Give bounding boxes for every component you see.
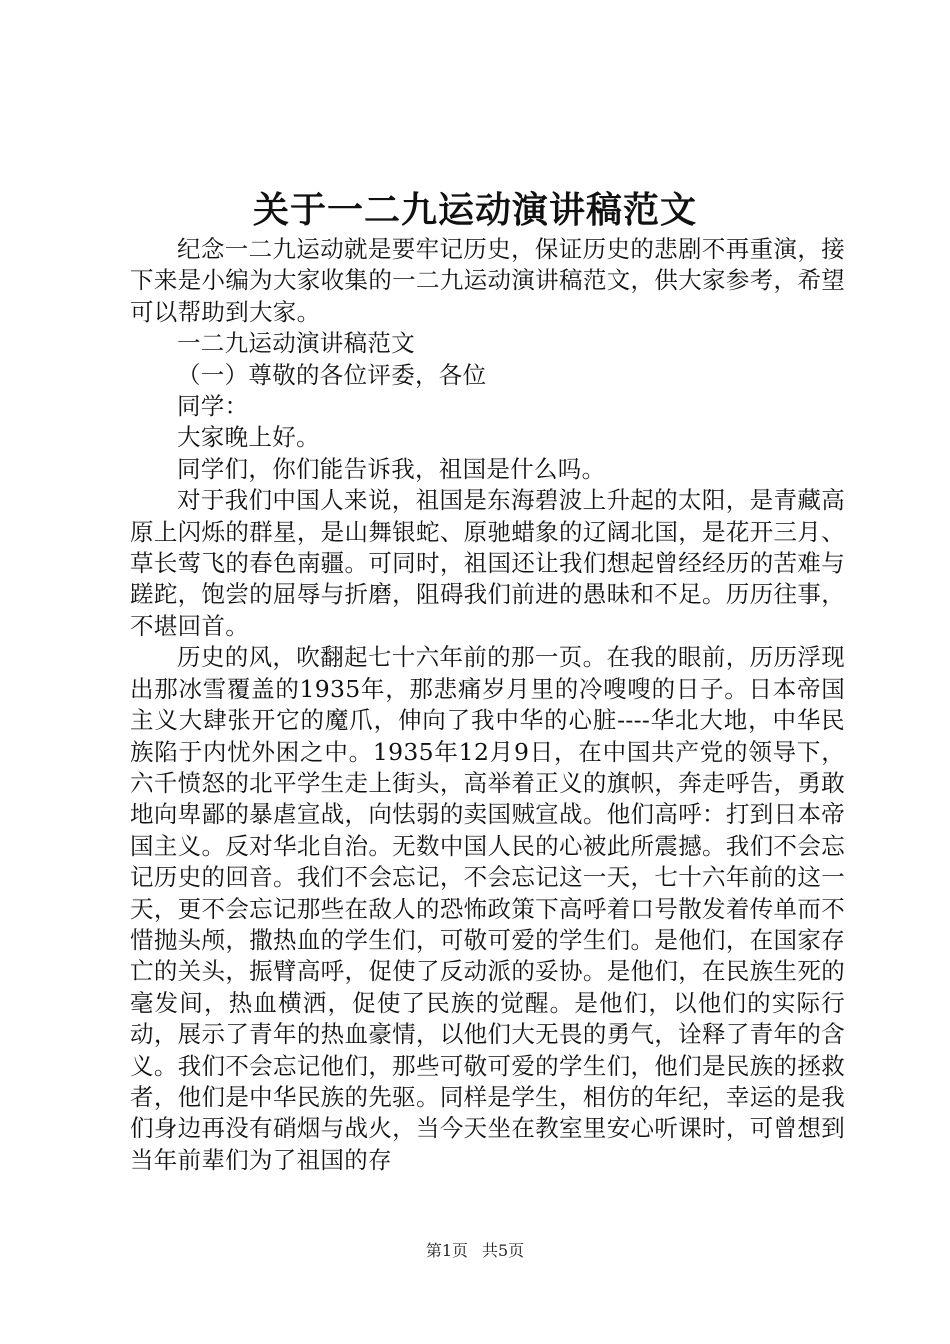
greeting-line: 大家晚上好。 bbox=[177, 423, 320, 452]
document-body bbox=[130, 234, 845, 1176]
page-number: 第1页 bbox=[425, 1241, 468, 1260]
question-line: 同学们，你们能告诉我，祖国是什么吗。 bbox=[177, 454, 606, 483]
body-paragraph: 历史的风，吹翻起七十六年前的那一页。在我的眼前，历历浮现出那冰雪覆盖的1935年，那悲痛岁月里的冷嗖嗖的日子。日本帝国主义大肆张开它的魔爪，伸向了我中华的心脏----华北大地，中华民族陷于内忧外困之中。1935年12月9日，在中国共产党的领导下，六千愤怒的北平学生走上街头，高举着正义的旗帜，奔走呼告，勇敢地向卑鄙的暴虐宣战，向怯弱的卖国贼宣战。他们高呼：打到日本帝国主义。反对华北自治。无数中国人民的心被此所震撼。我们不会忘记历史的回音。我们不会忘记，不会忘记这一天，七十六年前的这一天，更不会忘记那些在敌人的恐怖政策下高呼着口号散发着传单而不惜抛头颅，撒热血的学生们，可敬可爱的学生们。是他们，在国家存亡的关头，振臂高呼，促使了反动派的妥协。是他们，在民族生死的毫发间，热血横洒，促使了民族的觉醒。是他们，以他们的实际行动，展示了青年的热血豪情，以他们大无畏的勇气，诠释了青年的含义。我们不会忘记他们，那些可敬可爱的学生们，他们是民族的拯救者，他们是中华民族的先驱。同样是学生，相仿的年纪，幸运的是我们身边再没有硝烟与战火，当今天坐在教室里安心听课时，可曾想到当年前辈们为了祖国的存 bbox=[130, 643, 845, 1174]
body-paragraph: 对于我们中国人来说，祖国是东海碧波上升起的太阳，是青藏高原上闪烁的群星，是山舞银蛇、原驰蜡象的辽阔北国，是花开三月、草长莺飞的春色南疆。可同时，祖国还让我们想起曾经经历的苦难与蹉跎，饱尝的屈辱与折磨，阻碍我们前进的愚昧和不足。历历往事，不堪回首。 bbox=[130, 486, 845, 640]
page-footer bbox=[0, 1240, 950, 1262]
intro-paragraph: 纪念一二九运动就是要牢记历史，保证历史的悲剧不再重演，接下来是小编为大家收集的一二九运动演讲稿范文，供大家参考，希望可以帮助到大家。 bbox=[130, 235, 845, 326]
document-title: 关于一二九运动演讲稿范文 bbox=[252, 189, 697, 231]
section-heading: 一二九运动演讲稿范文 bbox=[177, 329, 415, 358]
salutation-continuation: 同学： bbox=[177, 392, 249, 421]
page-total: 共5页 bbox=[482, 1241, 525, 1260]
salutation-line: （一）尊敬的各位评委，各位 bbox=[177, 360, 487, 389]
